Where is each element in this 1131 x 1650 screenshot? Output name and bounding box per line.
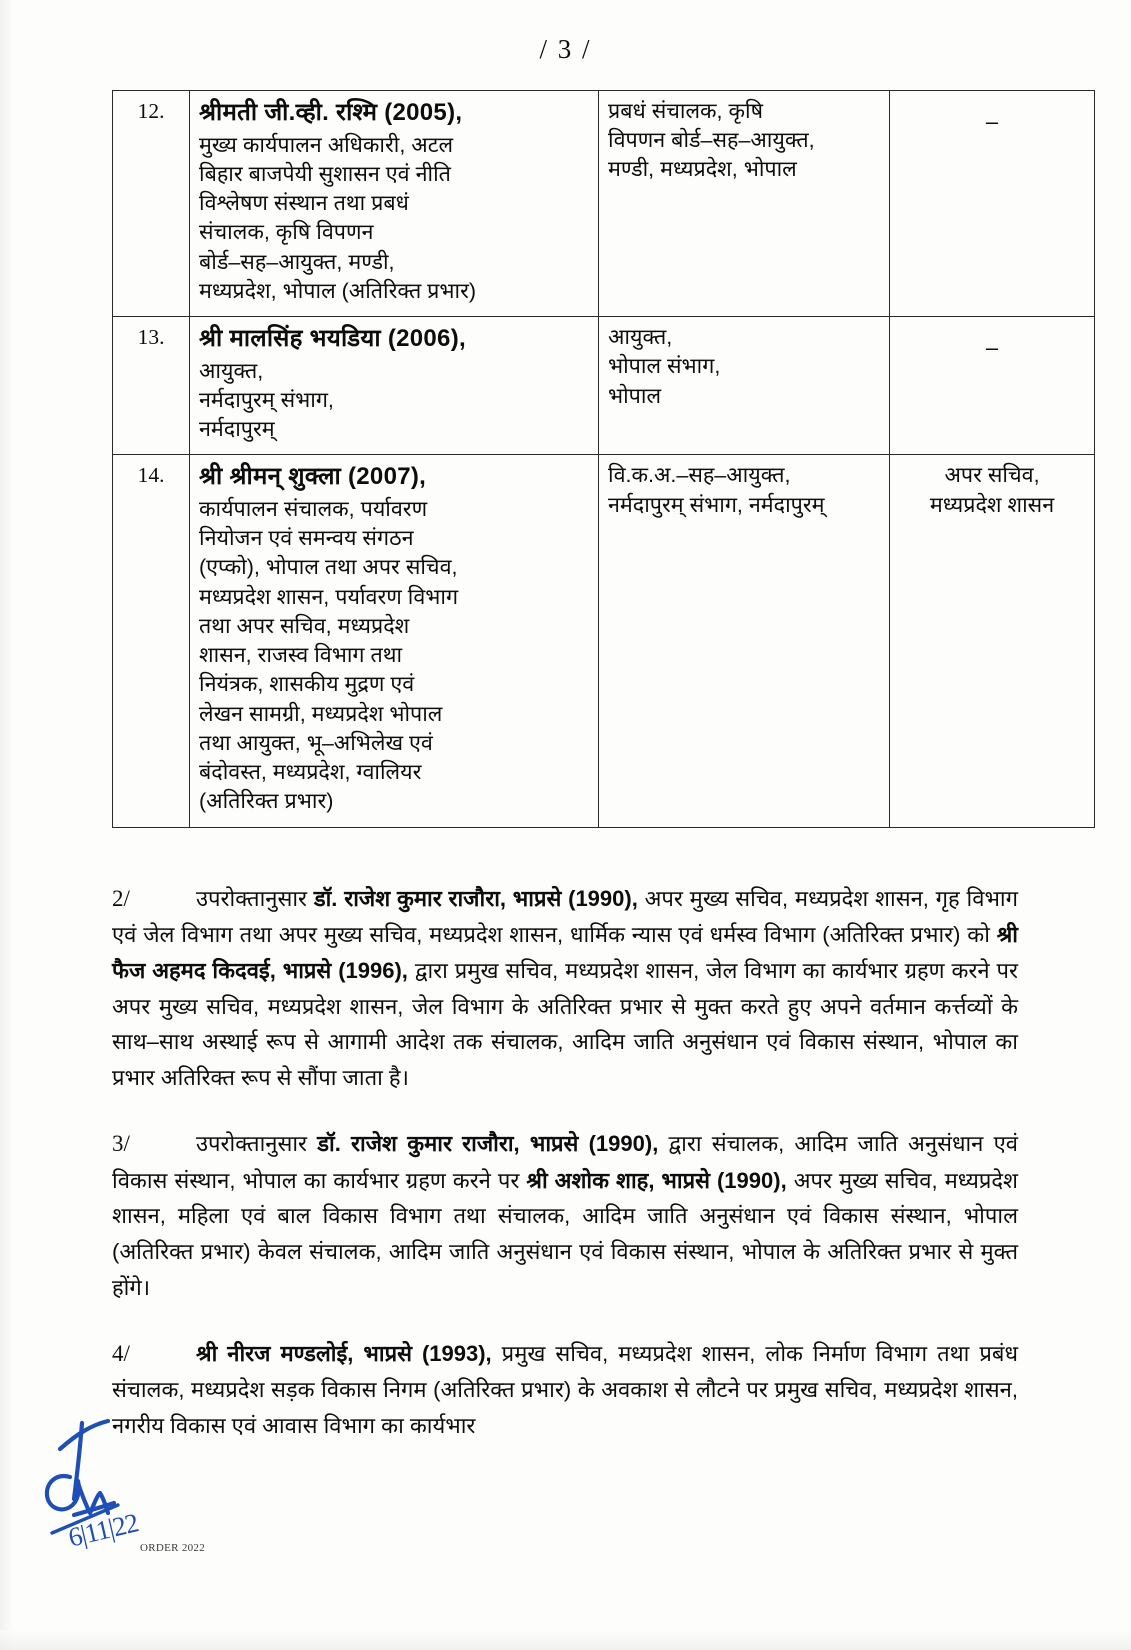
text-run: अपर मुख्य सचिव, मध्यप्रदेश शासन, महिला एवं बाल विकास विभाग तथा संचालक, आदिम जाति अनुसंधान एवं विकास संस्थान, भोपाल (अतिरिक्त प्रभार) केवल संचालक, आदिम जाति अनुसंधान एवं विकास संस्थान, भोपाल के अतिरिक्त प्रभार से मुक्त होंगे। (112, 1167, 1018, 1300)
emphasis-run: डॉ. राजेश कुमार राजौरा, भाप्रसे (1990), (313, 886, 638, 911)
officer-detail-line: विश्लेषण संस्थान तथा प्रबधं (199, 191, 409, 216)
signature-date: 6|11|22 (65, 1507, 141, 1553)
row-new-posting (599, 317, 890, 455)
table-row (113, 91, 1095, 317)
extra-charge-line: मध्यप्रदेश शासन (929, 492, 1055, 517)
paragraph-number: 2/ (112, 886, 130, 911)
officer-detail-line: आयुक्त, (199, 358, 264, 383)
paragraph-text (112, 1131, 1018, 1299)
paragraph-2 (112, 880, 1018, 1095)
row-officer-name (190, 455, 599, 827)
text-run: प्रमुख सचिव, मध्यप्रदेश शासन, लोक निर्माण विभाग तथा प्रबंध संचालक, मध्यप्रदेश सड़क विकास निगम (अतिरिक्त प्रभार) के अवकाश से लौटने पर प्रमुख सचिव, मध्यप्रदेश शासन, नगरीय विकास एवं आवास विभाग का कार्यभार (112, 1341, 1018, 1438)
posting-line: मण्डी, मध्यप्रदेश, भोपाल (608, 157, 797, 182)
officer-detail-line: मुख्य कार्यपालन अधिकारी, अटल (199, 132, 454, 157)
extra-charge-line: अपर सचिव, (944, 463, 1040, 488)
row-new-posting (599, 455, 890, 827)
posting-line: भोपाल संभाग, (608, 354, 721, 379)
officer-detail-line: तथा अपर सचिव, मध्यप्रदेश (199, 613, 410, 638)
paragraph-text (112, 886, 1018, 1090)
text-run: उपरोक्तानुसार (196, 886, 314, 911)
paragraph-number: 4/ (112, 1341, 130, 1367)
row-extra-charge (890, 91, 1095, 317)
officer-name-heading: श्रीमती जी.व्ही. रश्मि (2005), (199, 99, 463, 126)
paragraph-number: 3/ (112, 1131, 130, 1157)
officer-detail-line: कार्यपालन संचालक, पर्यावरण (199, 496, 428, 521)
extra-charge-value: – (985, 335, 999, 361)
page-number: / 3 / (539, 34, 592, 64)
order-stamp-text: ORDER 2022 (140, 1542, 206, 1554)
officer-name-heading: श्री श्रीमन् शुक्ला (2007), (199, 463, 427, 491)
posting-line: नर्मदापुरम् संभाग, नर्मदापुरम् (608, 492, 825, 517)
officers-table (112, 90, 1095, 828)
row-serial: 14. (113, 455, 190, 827)
officer-detail-line: बोर्ड–सह–आयुक्त, मण्डी, (199, 249, 395, 274)
officer-detail-line: नियोजन एवं समन्वय संगठन (199, 526, 414, 551)
officer-detail-line: बंदोवस्त, मध्यप्रदेश, ग्वालियर (199, 760, 422, 785)
order-paragraphs (112, 880, 1018, 1474)
officer-detail-line: नियंत्रक, शासकीय मुद्रण एवं (199, 672, 415, 697)
posting-line: प्रबधं संचालक, कृषि (608, 99, 764, 123)
posting-line: भोपाल (608, 383, 662, 408)
officer-detail-line: मध्यप्रदेश शासन, पर्यावरण विभाग (199, 584, 459, 609)
posting-line: विपणन बोर्ड–सह–आयुक्त, (608, 128, 815, 153)
text-run: अपर मुख्य सचिव, मध्यप्रदेश शासन, गृह विभाग एवं जेल विभाग तथा अपर मुख्य सचिव, मध्यप्रदेश शासन, धार्मिक न्यास एवं धर्मस्व विभाग (अतिरिक्त प्रभार) को (112, 886, 1018, 948)
officers-table-body (113, 91, 1095, 828)
table-row (113, 317, 1095, 455)
row-new-posting (599, 91, 890, 317)
paragraph-3 (112, 1125, 1018, 1305)
emphasis-run: डॉ. राजेश कुमार राजौरा, भाप्रसे (1990), (317, 1131, 659, 1157)
scan-edge-bottom (0, 1630, 1131, 1650)
signature-block (30, 1403, 270, 1568)
table-row (113, 455, 1095, 827)
officer-name-heading: श्री मालसिंह भयडिया (2006), (199, 325, 466, 353)
emphasis-run: श्री अशोक शाह, भाप्रसे (1990), (526, 1167, 787, 1193)
officer-detail-line: लेखन सामग्री, मध्यप्रदेश भोपाल (199, 701, 443, 726)
officer-detail-line: नर्मदापुरम् (199, 417, 275, 442)
officer-detail-line: (अतिरिक्त प्रभार) (199, 789, 334, 814)
emphasis-run: श्री फैज अहमद किदवई, भाप्रसे (1996), (112, 922, 1018, 983)
row-officer-name (190, 91, 599, 317)
emphasis-run: श्री नीरज मण्डलोई, भाप्रसे (1993), (196, 1341, 492, 1367)
text-run: उपरोक्तानुसार (196, 1131, 318, 1157)
row-serial: 13. (113, 317, 190, 455)
row-officer-name (190, 317, 599, 455)
text-run: द्वारा संचालक, आदिम जाति अनुसंधान एवं विकास संस्थान, भोपाल का कार्यभार ग्रहण करने पर (112, 1131, 1018, 1193)
text-run: द्वारा प्रमुख सचिव, मध्यप्रदेश शासन, जेल विभाग का कार्यभार ग्रहण करने पर अपर मुख्य सचिव, मध्यप्रदेश शासन, जेल विभाग के अतिरिक्त प्रभार से मुक्त करते हुए अपने वर्तमान कर्त्तव्यों के साथ–साथ अस्थाई रूप से आगामी आदेश तक संचालक, आदिम जाति अनुसंधान एवं विकास संस्थान, भोपाल का प्रभार अतिरिक्त रूप से सौंपा जाता है। (112, 957, 1018, 1090)
officer-detail-line: तथा आयुक्त, भू–अभिलेख एवं (199, 730, 433, 755)
officer-detail-line: बिहार बाजपेयी सुशासन एवं नीति (199, 161, 451, 186)
posting-line: आयुक्त, (608, 325, 673, 350)
scan-edge-left (0, 0, 14, 1650)
officer-detail-line: शासन, राजस्व विभाग तथा (199, 643, 403, 668)
row-extra-charge (890, 317, 1095, 455)
officer-detail-line: संचालक, कृषि विपणन (199, 220, 374, 245)
officer-detail-line: मध्यप्रदेश, भोपाल (अतिरिक्त प्रभार) (199, 278, 477, 303)
row-extra-charge (890, 455, 1095, 827)
row-serial: 12. (113, 91, 190, 317)
posting-line: वि.क.अ.–सह–आयुक्त, (608, 463, 791, 488)
officer-detail-line: (एप्को), भोपाल तथा अपर सचिव, (199, 555, 458, 580)
extra-charge-value: – (985, 109, 999, 134)
officer-detail-line: नर्मदापुरम् संभाग, (199, 387, 334, 412)
